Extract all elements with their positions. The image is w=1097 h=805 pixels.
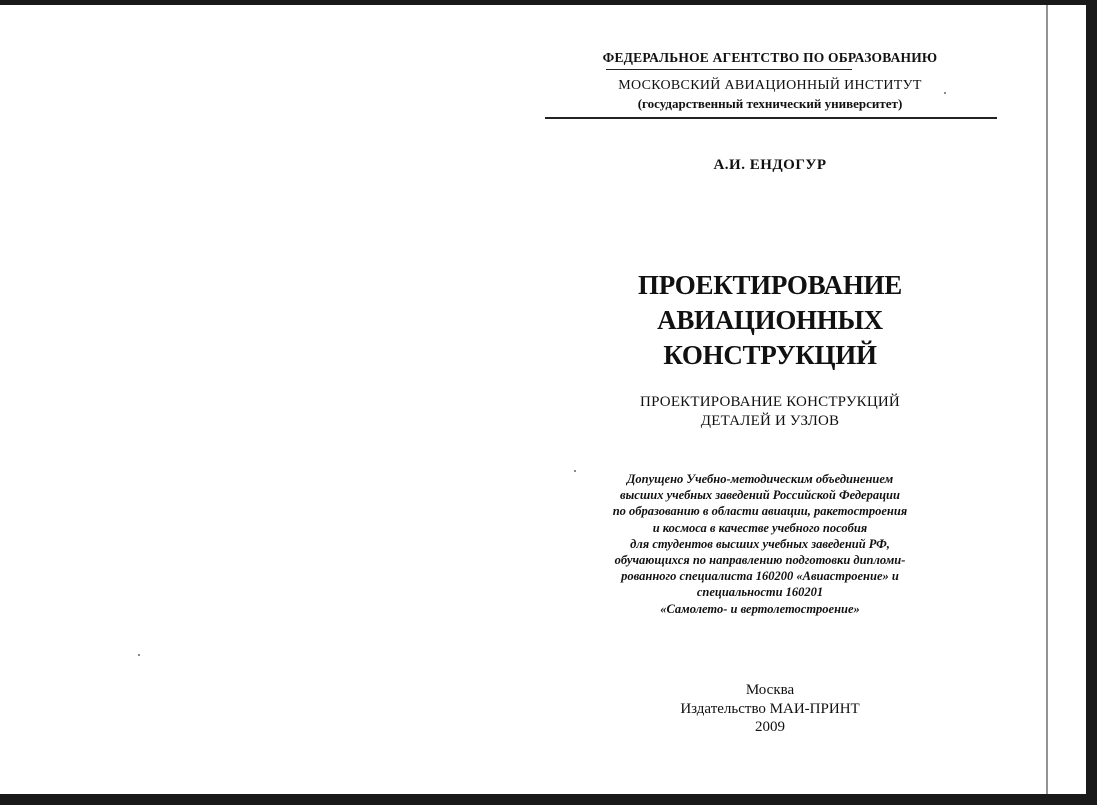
- approval-line: «Самолето- и вертолетостроение»: [660, 601, 860, 616]
- institute-name: МОСКОВСКИЙ АВИАЦИОННЫЙ ИНСТИТУТ: [618, 78, 922, 93]
- book-title-line: ПРОЕКТИРОВАНИЕ: [638, 270, 902, 300]
- approval-line: для студентов высших учебных заведений РФ,: [630, 536, 890, 551]
- book-subtitle-line: ДЕТАЛЕЙ И УЗЛОВ: [700, 413, 840, 429]
- book-title: [540, 268, 1000, 373]
- book-title-line: КОНСТРУКЦИЙ: [663, 340, 877, 370]
- institute-subtitle: (государственный технический университет): [637, 96, 903, 111]
- approval-line: специальности 160201: [696, 585, 824, 600]
- approval-line: Допущено Учебно-методическим объединением: [626, 472, 894, 486]
- page-fold-line: [1046, 5, 1048, 794]
- imprint-city: Москва: [745, 682, 795, 698]
- agency-name: ФЕДЕРАЛЬНОЕ АГЕНТСТВО ПО ОБРАЗОВАНИЮ: [602, 50, 938, 65]
- scan-edge-bottom: [0, 794, 1097, 805]
- scan-speck: [574, 470, 576, 472]
- scan-speck: [944, 92, 946, 94]
- scan-edge-top: [0, 0, 1097, 5]
- approval-line: рованного специалиста 160200 «Авиастроение» и: [621, 569, 899, 584]
- imprint-year: 2009: [755, 719, 785, 735]
- scan-edge-right: [1086, 0, 1097, 805]
- approval-notice: [560, 471, 960, 617]
- approval-line: обучающихся по направлению подготовки дипломи-: [614, 553, 906, 568]
- author-name: А.И. ЕНДОГУР: [713, 157, 827, 173]
- approval-line: и космоса в качестве учебного пособия: [652, 520, 868, 535]
- book-title-line: АВИАЦИОННЫХ: [657, 305, 883, 335]
- imprint-publisher: Издательство МАИ-ПРИНТ: [680, 700, 860, 717]
- publisher-imprint: [570, 681, 970, 737]
- book-subtitle: [540, 393, 1000, 431]
- approval-line: высших учебных заведений Российской Федерации: [620, 488, 900, 503]
- scan-speck: [138, 654, 140, 656]
- header-divider-long: [545, 117, 997, 119]
- approval-line: по образованию в области авиации, ракетостроения: [612, 504, 908, 519]
- book-subtitle-line: ПРОЕКТИРОВАНИЕ КОНСТРУКЦИЙ: [640, 394, 900, 410]
- header-divider-short: [606, 69, 852, 70]
